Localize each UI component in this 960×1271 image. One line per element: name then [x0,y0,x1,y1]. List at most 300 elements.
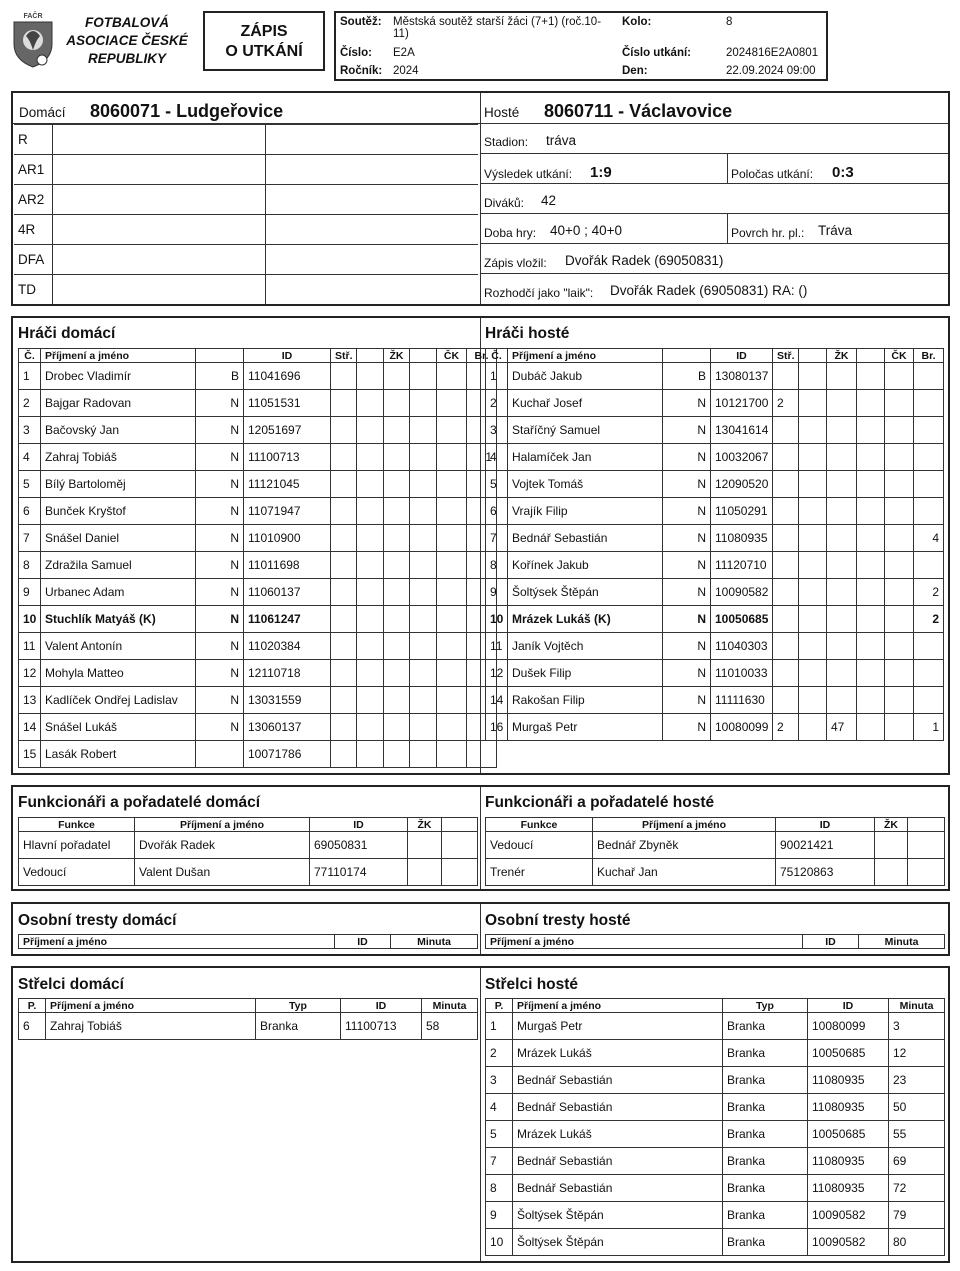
player-yellow [827,444,857,471]
player-red [885,471,914,498]
home-players-table [18,348,492,768]
player-red [437,525,467,552]
player-status: N [196,579,244,606]
scorer-name: Bednář Sebastián [513,1148,723,1175]
player-str [331,579,357,606]
scorer-id: 11080935 [808,1067,889,1094]
player-row [486,390,944,417]
blank-cell [857,471,885,498]
player-red [437,390,467,417]
home-penalties-table [18,934,477,949]
column-header: Příjmení a jméno [19,935,335,949]
blank-cell [857,714,885,741]
away-label: Hosté [484,105,520,120]
player-red [885,660,914,687]
player-yellow [384,444,410,471]
official-role: Vedoucí [19,859,135,886]
player-number: 9 [486,579,508,606]
blank-cell [410,714,437,741]
player-id: 10080099 [711,714,773,741]
official-row [486,832,945,859]
column-header: ID [335,935,391,949]
referee-row [14,214,478,244]
scorer-number: 2 [486,1040,513,1067]
player-str [331,714,357,741]
player-str [331,498,357,525]
official-row [19,832,478,859]
player-row [486,444,944,471]
scorer-type: Branka [723,1121,808,1148]
player-number: 8 [19,552,41,579]
player-name: Dubáč Jakub [508,363,663,390]
scorer-name: Mrázek Lukáš [513,1040,723,1067]
blank-cell [857,660,885,687]
scorer-name: Zahraj Tobiáš [46,1013,256,1040]
scorer-row [486,1148,945,1175]
scorer-minute: 3 [889,1013,945,1040]
column-header: ID [341,999,422,1013]
player-row [19,660,497,687]
blank-cell [357,714,384,741]
official-row [19,859,478,886]
result-value: 1:9 [590,164,612,181]
column-header: ID [711,349,773,363]
scorer-name: Bednář Sebastián [513,1067,723,1094]
scorer-number: 4 [486,1094,513,1121]
scorer-minute: 79 [889,1202,945,1229]
player-str [773,471,799,498]
player-number: 9 [19,579,41,606]
scorer-name: Bednář Sebastián [513,1175,723,1202]
column-header: Č. [486,349,508,363]
player-number: 3 [486,417,508,444]
player-row [486,714,944,741]
player-status: N [196,471,244,498]
player-yellow [827,471,857,498]
column-header: Typ [723,999,808,1013]
player-row [19,390,497,417]
player-yellow [384,633,410,660]
player-str [331,552,357,579]
blank-cell [799,363,827,390]
blank-cell [857,390,885,417]
player-red [437,633,467,660]
player-yellow [827,687,857,714]
player-status: N [196,606,244,633]
scorer-id: 10090582 [808,1202,889,1229]
away-officials-table [485,817,944,886]
blank-cell [410,552,437,579]
blank-cell [410,687,437,714]
player-name: Drobec Vladimír [41,363,196,390]
player-red [437,471,467,498]
player-red [885,444,914,471]
blank-cell [442,832,478,859]
player-status: N [196,444,244,471]
blank-cell [799,471,827,498]
scorer-id: 10090582 [808,1229,889,1256]
scorer-type: Branka [723,1229,808,1256]
official-yellow [408,859,442,886]
player-id: 11020384 [244,633,331,660]
player-red [885,633,914,660]
blank-cell [799,714,827,741]
blank-cell [799,687,827,714]
player-name: Zahraj Tobiáš [41,444,196,471]
player-str [331,471,357,498]
player-id: 11071947 [244,498,331,525]
official-id: 69050831 [310,832,408,859]
player-red [885,552,914,579]
official-yellow [875,859,908,886]
scorer-row [486,1229,945,1256]
blank-cell [857,606,885,633]
blank-cell [357,552,384,579]
player-red [885,579,914,606]
referee-row [14,274,478,304]
player-number: 14 [486,687,508,714]
column-header: Stř. [331,349,357,363]
away-players-table [485,348,944,741]
organization-name: FOTBALOVÁ ASOCIACE ČESKÉ REPUBLIKY [66,15,188,66]
player-name: Mrázek Lukáš (K) [508,606,663,633]
column-header: Příjmení a jméno [46,999,256,1013]
player-red [885,417,914,444]
blank-cell [410,741,437,768]
blank-cell [799,525,827,552]
player-status: N [196,390,244,417]
document-title: ZÁPIS O UTKÁNÍ [203,11,325,71]
referee-role-label: DFA [18,252,45,267]
player-yellow [384,363,410,390]
blank-cell [799,444,827,471]
blank-cell [357,525,384,552]
player-status: N [196,714,244,741]
referee-row [14,244,478,274]
player-number: 10 [19,606,41,633]
official-yellow [408,832,442,859]
blank-cell [357,606,384,633]
player-yellow [384,552,410,579]
column-header [908,818,945,832]
column-header: Příjmení a jméno [486,935,803,949]
player-goals [914,633,944,660]
player-name: Kadlíček Ondřej Ladislav [41,687,196,714]
player-status: N [663,687,711,714]
referee-role-label: AR1 [18,162,45,177]
scorer-type: Branka [723,1013,808,1040]
player-red [437,552,467,579]
scorer-minute: 69 [889,1148,945,1175]
column-header: Br. [467,349,497,363]
column-header: P. [486,999,513,1013]
player-number: 2 [19,390,41,417]
player-status: N [663,606,711,633]
column-header [442,818,478,832]
player-status: N [663,525,711,552]
player-yellow [827,498,857,525]
player-number: 5 [486,471,508,498]
scorer-type: Branka [723,1094,808,1121]
player-str [773,525,799,552]
column-header [799,349,827,363]
player-str [331,741,357,768]
player-status: B [663,363,711,390]
player-red [437,660,467,687]
player-row [486,525,944,552]
scorer-name: Murgaš Petr [513,1013,723,1040]
player-id: 13041614 [711,417,773,444]
player-yellow [827,579,857,606]
entered-by-value: Dvořák Radek (69050831) [565,253,724,268]
column-header: Funkce [19,818,135,832]
player-goals [914,390,944,417]
player-id: 11011698 [244,552,331,579]
scorer-row [486,1202,945,1229]
blank-cell [357,390,384,417]
player-str [773,687,799,714]
player-yellow: 47 [827,714,857,741]
scorer-id: 10050685 [808,1040,889,1067]
scorer-id: 11100713 [341,1013,422,1040]
blank-cell [857,417,885,444]
blank-cell [857,579,885,606]
blank-cell [857,552,885,579]
player-name: Staříčný Samuel [508,417,663,444]
official-name: Bednář Zbyněk [593,832,776,859]
player-id: 11050291 [711,498,773,525]
blank-cell [357,417,384,444]
blank-cell [410,633,437,660]
player-number: 7 [486,525,508,552]
player-id: 13080137 [711,363,773,390]
player-yellow [827,552,857,579]
player-str [773,498,799,525]
blank-cell [357,633,384,660]
column-header: ID [244,349,331,363]
scorer-row [486,1094,945,1121]
player-status: N [196,417,244,444]
scorer-minute: 58 [422,1013,478,1040]
player-status: N [663,633,711,660]
scorer-id: 10080099 [808,1013,889,1040]
column-header: Příjmení a jméno [593,818,776,832]
column-header: Stř. [773,349,799,363]
column-header: ID [803,935,859,949]
blank-cell [799,579,827,606]
player-yellow [827,363,857,390]
blank-cell [357,687,384,714]
player-yellow [827,525,857,552]
match-info-box: Soutěž: Městská soutěž starší žáci (7+1) (roč.10-11) Kolo: 8 Číslo: E2A Číslo utkání: 2024816E2A0801 Ročník: 2024 Den: 22.09.2024 09:00 [334,11,828,81]
blank-cell [857,633,885,660]
player-id: 11051531 [244,390,331,417]
player-row [19,363,497,390]
player-row [19,714,497,741]
player-number: 7 [19,525,41,552]
player-number: 1 [486,363,508,390]
away-players-title: Hráči hosté [485,325,570,342]
player-str [773,552,799,579]
scorer-number: 6 [19,1013,46,1040]
official-role: Hlavní pořadatel [19,832,135,859]
home-label: Domácí [19,105,66,120]
player-name: Urbanec Adam [41,579,196,606]
player-name: Lasák Robert [41,741,196,768]
blank-cell [908,832,945,859]
player-number: 13 [19,687,41,714]
referee-role-label: AR2 [18,192,45,207]
player-red [885,687,914,714]
blank-cell [410,525,437,552]
halftime-value: 0:3 [832,164,854,181]
player-red [885,363,914,390]
player-goals: 2 [914,579,944,606]
player-yellow [384,579,410,606]
official-role: Trenér [486,859,593,886]
player-number: 11 [486,633,508,660]
column-header: ID [776,818,875,832]
player-red [885,390,914,417]
player-number: 1 [19,363,41,390]
player-yellow [827,606,857,633]
player-row [19,552,497,579]
blank-cell [799,633,827,660]
player-name: Halamíček Jan [508,444,663,471]
player-str: 2 [773,714,799,741]
spectators-value: 42 [541,193,557,208]
player-name: Bílý Bartoloměj [41,471,196,498]
player-goals: 4 [914,525,944,552]
player-str [331,660,357,687]
blank-cell [857,498,885,525]
player-str [773,579,799,606]
blank-cell [908,859,945,886]
column-header: P. [19,999,46,1013]
scorer-type: Branka [256,1013,341,1040]
player-number: 12 [19,660,41,687]
scorer-minute: 55 [889,1121,945,1148]
column-header: ID [310,818,408,832]
player-yellow [384,471,410,498]
player-str [331,390,357,417]
column-header: Funkce [486,818,593,832]
player-row [19,606,497,633]
player-id: 11010033 [711,660,773,687]
column-header: Br. [914,349,944,363]
player-id: 11111630 [711,687,773,714]
player-row [19,687,497,714]
player-id: 12110718 [244,660,331,687]
blank-cell [357,660,384,687]
player-yellow [384,714,410,741]
home-players-title: Hráči domácí [18,325,116,342]
player-name: Snášel Lukáš [41,714,196,741]
player-name: Bednář Sebastián [508,525,663,552]
player-name: Šoltýsek Štěpán [508,579,663,606]
player-goals [914,444,944,471]
player-number: 16 [486,714,508,741]
blank-cell [857,444,885,471]
player-name: Bunček Kryštof [41,498,196,525]
blank-cell [357,579,384,606]
home-scorers-title: Střelci domácí [18,976,124,993]
referee-role-label: R [18,132,28,147]
player-status: N [663,579,711,606]
column-header: Příjmení a jméno [135,818,310,832]
player-goals [914,498,944,525]
column-header: ŽK [408,818,442,832]
player-id: 10090582 [711,579,773,606]
official-role: Vedoucí [486,832,593,859]
player-name: Dušek Filip [508,660,663,687]
away-team: 8060711 - Václavovice [544,101,733,121]
player-status: N [663,660,711,687]
player-yellow [384,525,410,552]
scorer-minute: 12 [889,1040,945,1067]
away-scorers-table [485,998,944,1256]
blank-cell [357,498,384,525]
player-str [773,417,799,444]
player-yellow [384,606,410,633]
column-header: Minuta [859,935,945,949]
scorer-number: 8 [486,1175,513,1202]
scorer-id: 11080935 [808,1094,889,1121]
blank-cell [410,363,437,390]
home-officials-table [18,817,477,886]
player-goals [914,552,944,579]
logo-text: FAČR [23,13,43,20]
player-goals [914,417,944,444]
player-yellow [384,498,410,525]
player-number: 4 [486,444,508,471]
player-str [331,525,357,552]
player-id: 11040303 [711,633,773,660]
player-id: 12051697 [244,417,331,444]
player-yellow [827,390,857,417]
column-header: Příjmení a jméno [41,349,196,363]
player-id: 13060137 [244,714,331,741]
player-yellow [384,417,410,444]
player-status: B [196,363,244,390]
blank-cell [357,363,384,390]
official-name: Kuchař Jan [593,859,776,886]
blank-cell [357,444,384,471]
player-red [885,606,914,633]
player-status: N [663,417,711,444]
player-number: 6 [19,498,41,525]
player-yellow [827,633,857,660]
player-goals [914,471,944,498]
player-status: N [196,660,244,687]
column-header: Minuta [889,999,945,1013]
player-red [437,498,467,525]
player-str: 2 [773,390,799,417]
player-name: Kořínek Jakub [508,552,663,579]
away-penalties-title: Osobní tresty hosté [485,912,631,929]
scorer-name: Mrázek Lukáš [513,1121,723,1148]
official-id: 75120863 [776,859,875,886]
scorer-number: 1 [486,1013,513,1040]
blank-cell [857,525,885,552]
player-row [486,687,944,714]
scorer-id: 10050685 [808,1121,889,1148]
player-id: 12090520 [711,471,773,498]
player-id: 11061247 [244,606,331,633]
player-id: 13031559 [244,687,331,714]
blank-cell [357,471,384,498]
blank-cell [799,552,827,579]
